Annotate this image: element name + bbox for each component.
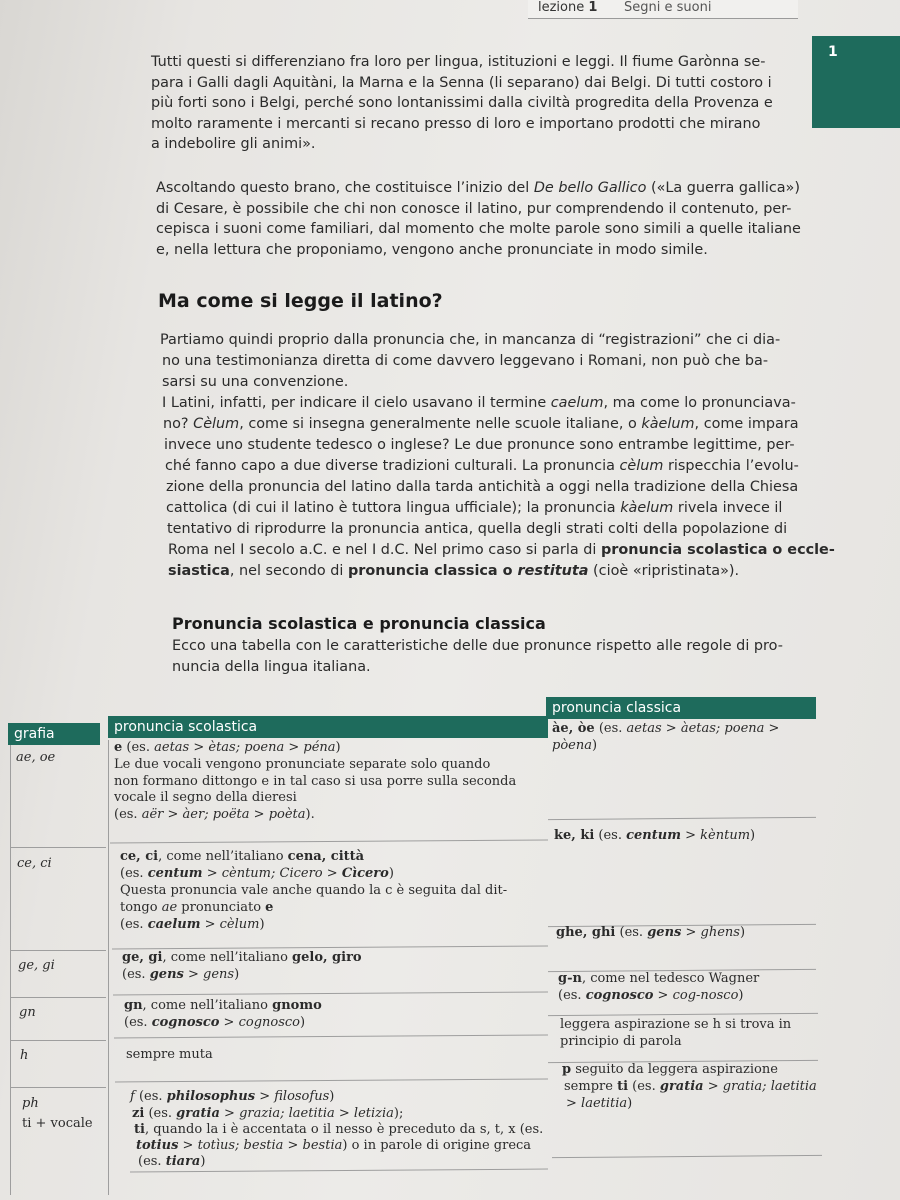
- scolastica-cell: zi (es. gratia > grazia; laetitia > letizia);: [132, 1106, 404, 1121]
- text-line: ché fanno capo a due diverse tradizioni culturali. La pronuncia cèlum rispecchia l’evolu-: [165, 458, 799, 474]
- scolastica-cell: ge, gi, come nell’italiano gelo, giro: [122, 950, 362, 965]
- classica-cell: sempre ti (es. gratia > gratia; laetitia: [564, 1079, 817, 1094]
- scolastica-cell: ti, quando la i è accentata o il nesso è preceduto da s, t, x (es.: [134, 1122, 544, 1137]
- text-line: a indebolire gli animi».: [151, 136, 316, 152]
- column-rule: [108, 740, 109, 1195]
- grafia-cell: ti + vocale: [22, 1116, 93, 1131]
- classica-cell: (es. cognosco > cog-nosco): [558, 988, 744, 1003]
- grafia-cell: ge, gi: [18, 958, 55, 973]
- text-line: e, nella lettura che proponiamo, vengono anche pronunciate in modo simile.: [156, 241, 708, 258]
- running-header: [528, 0, 798, 19]
- row-rule: [110, 839, 548, 843]
- lesson-label: lezione 1: [538, 0, 598, 15]
- classica-cell: principio di parola: [560, 1034, 682, 1049]
- subsection-title: Pronuncia scolastica e pronuncia classica: [172, 614, 546, 633]
- text-line: zione della pronuncia del latino dalla tarda antichità a oggi nella tradizione della Chiesa: [166, 479, 799, 495]
- row-rule: [112, 945, 548, 949]
- scolastica-cell: Le due vocali vengono pronunciate separate solo quando: [114, 757, 491, 772]
- scolastica-cell: (es. gens > gens): [122, 967, 240, 982]
- chapter-tab: [812, 36, 900, 128]
- scolastica-cell: e (es. aetas > ètas; poena > péna): [114, 740, 341, 755]
- text-line: di Cesare, è possibile che chi non conosce il latino, pur comprendendo il contenuto, per-: [156, 200, 792, 217]
- scolastica-cell: tongo ae pronunciato e: [120, 900, 274, 915]
- classica-cell: ghe, ghi (es. gens > ghens): [556, 925, 746, 940]
- grafia-cell: gn: [19, 1005, 36, 1020]
- scolastica-cell: (es. caelum > cèlum): [120, 917, 265, 932]
- row-rule: [113, 991, 548, 995]
- text-line: Tutti questi si differenziano fra loro per lingua, istituzioni e leggi. Il fiume Garònna se-: [151, 54, 766, 70]
- scolastica-cell: non formano dittongo e in tal caso si usa porre sulla seconda: [114, 773, 517, 789]
- row-rule: [10, 847, 106, 848]
- row-rule: [115, 1078, 548, 1082]
- header-classica: pronuncia classica: [546, 697, 816, 719]
- grafia-cell: ce, ci: [17, 856, 52, 871]
- scolastica-cell: gn, come nell’italiano gnomo: [124, 998, 322, 1013]
- row-rule: [10, 950, 106, 951]
- scolastica-cell: (es. aër > àer; poëta > poèta).: [114, 806, 315, 822]
- row-rule: [114, 1034, 548, 1038]
- text-line: Roma nel I secolo a.C. e nel I d.C. Nel primo caso si parla di pronuncia scolastica o eccle-: [168, 542, 835, 558]
- classica-cell: pòena): [552, 738, 598, 753]
- row-rule: [10, 1087, 106, 1088]
- section-label: Segni e suoni: [624, 0, 712, 15]
- classica-cell: > laetitia): [566, 1096, 633, 1111]
- scolastica-cell: ce, ci, come nell’italiano cena, città: [120, 849, 365, 864]
- classica-cell: ke, ki (es. centum > kèntum): [554, 828, 756, 843]
- row-rule: [552, 1155, 822, 1158]
- text-line: I Latini, infatti, per indicare il cielo usavano il termine caelum, ma come lo pronunciava-: [162, 395, 796, 411]
- scolastica-cell: sempre muta: [126, 1047, 213, 1062]
- text-line: cattolica (di cui il latino è tuttora lingua ufficiale); la pronuncia kàelum rivela invece il: [166, 500, 783, 516]
- scolastica-cell: Questa pronuncia vale anche quando la c è seguita dal dit-: [120, 883, 508, 898]
- text-line: molto raramente i mercanti si recano presso di loro e importano prodotti che mirano: [151, 115, 761, 132]
- row-rule: [548, 817, 816, 820]
- text-line: siastica, nel secondo di pronuncia classica o restituta (cioè «ripristinata»).: [168, 563, 740, 579]
- chapter-tab-number: 1: [828, 44, 838, 60]
- header-scolastica: pronuncia scolastica: [108, 716, 548, 738]
- column-rule: [10, 745, 11, 1195]
- scolastica-cell: vocale il segno della dieresi: [114, 790, 297, 805]
- scolastica-cell: (es. tiara): [138, 1154, 206, 1169]
- text-line: invece uno studente tedesco o inglese? Le due pronunce sono entrambe legittime, per-: [164, 437, 795, 453]
- text-line: Partiamo quindi proprio dalla pronuncia che, in mancanza di “registrazioni” che ci dia-: [160, 332, 781, 348]
- text-line: para i Galli dagli Aquitàni, la Marna e la Senna (li separano) dai Belgi. Di tutti costoro i: [151, 74, 772, 91]
- scolastica-cell: (es. cognosco > cognosco): [124, 1015, 306, 1030]
- grafia-cell: ph: [22, 1096, 39, 1111]
- row-rule: [10, 997, 106, 998]
- row-rule: [10, 1040, 106, 1041]
- header-grafia: grafia: [8, 723, 100, 745]
- section-title: Ma come si legge il latino?: [158, 290, 443, 312]
- grafia-cell: h: [20, 1048, 29, 1063]
- text-line: nuncia della lingua italiana.: [172, 659, 371, 675]
- text-line: Ecco una tabella con le caratteristiche delle due pronunce rispetto alle regole di pro-: [172, 638, 783, 654]
- scolastica-cell: f (es. philosophus > filosofus): [130, 1089, 335, 1104]
- text-line: più forti sono i Belgi, perché sono lontanissimi dalla civiltà progredita della Provenza e: [151, 95, 773, 111]
- text-line: tentativo di riprodurre la pronuncia antica, quella degli strati colti della popolazione di: [167, 521, 788, 537]
- text-line: Ascoltando questo brano, che costituisce l’inizio del De bello Gallico («La guerra gallica»): [156, 180, 800, 196]
- classica-cell: g-n, come nel tedesco Wagner: [558, 971, 760, 986]
- text-line: cepisca i suoni come familiari, dal momento che molte parole sono simili a quelle italiane: [156, 221, 801, 237]
- row-rule: [548, 1013, 818, 1016]
- scolastica-cell: (es. centum > cèntum; Cicero > Cìcero): [120, 866, 394, 881]
- text-line: no una testimonianza diretta di come davvero leggevano i Romani, non può che ba-: [162, 353, 769, 369]
- classica-cell: àe, òe (es. aetas > àetas; poena >: [552, 721, 780, 736]
- text-line: no? Cèlum, come si insegna generalmente nelle scuole italiane, o kàelum, come impara: [163, 416, 799, 432]
- text-line: sarsi su una convenzione.: [162, 374, 349, 390]
- classica-cell: leggera aspirazione se h si trova in: [560, 1017, 792, 1032]
- grafia-cell: ae, oe: [16, 750, 56, 765]
- classica-cell: p seguito da leggera aspirazione: [562, 1062, 778, 1077]
- scolastica-cell: totius > totìus; bestia > bestia) o in parole di origine greca: [136, 1138, 532, 1153]
